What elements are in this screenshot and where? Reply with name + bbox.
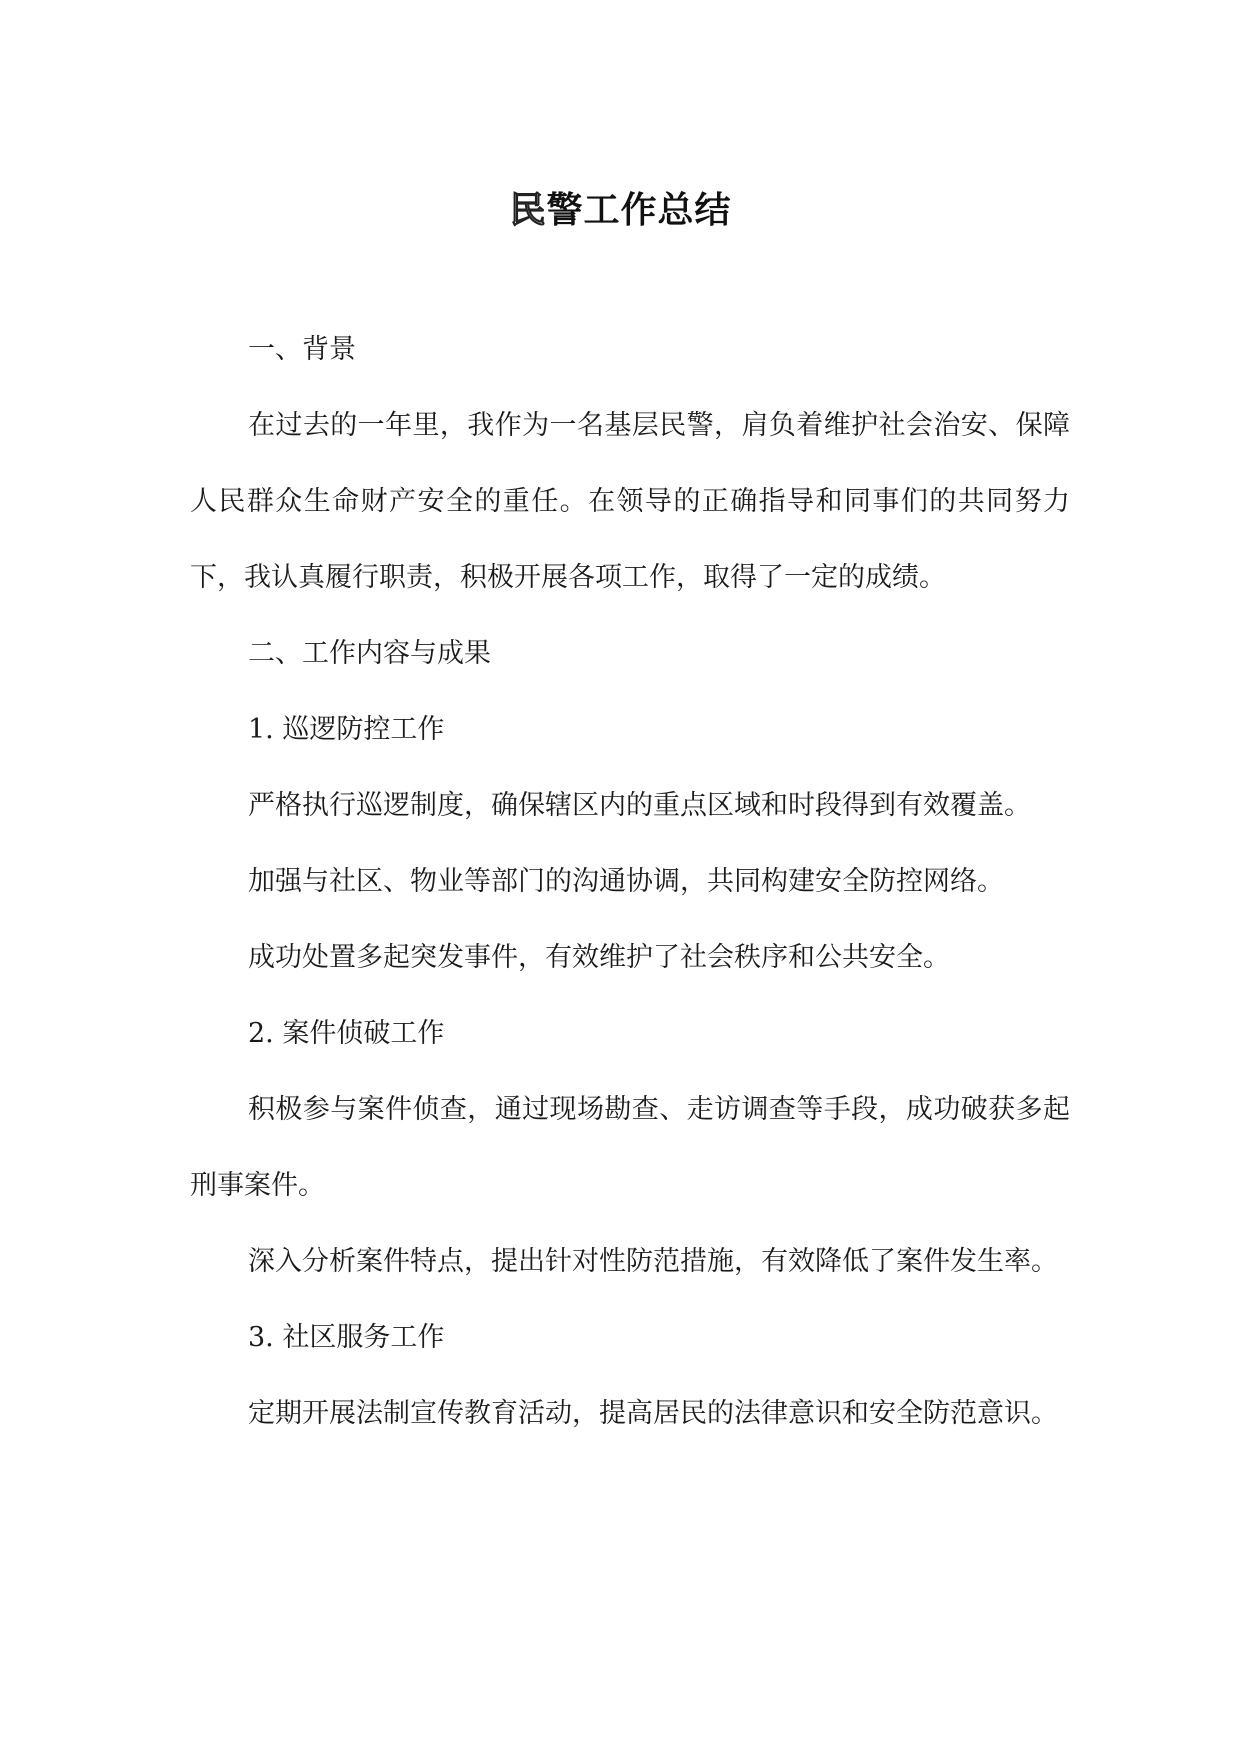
paragraph-patrol-1: 严格执行巡逻制度，确保辖区内的重点区域和时段得到有效覆盖。 bbox=[248, 790, 1031, 821]
paragraph-background: 在过去的一年里，我作为一名基层民警，肩负着维护社会治安、保障人民群众生命财产安全的重任。在领导的正确指导和同事们的共同努力下，我认真履行职责，积极开展各项工作，取得了一定的成绩。 bbox=[190, 410, 1070, 593]
title-rest: 警工作总结 bbox=[546, 190, 732, 231]
title-first-char: 民 bbox=[509, 190, 547, 231]
paragraph-patrol-2: 加强与社区、物业等部门的沟通协调，共同构建安全防控网络。 bbox=[248, 866, 1004, 897]
paragraph-cases-2: 深入分析案件特点，提出针对性防范措施，有效降低了案件发生率。 bbox=[248, 1246, 1058, 1277]
subheading-patrol: 1. 巡逻防控工作 bbox=[248, 714, 445, 745]
document-body bbox=[190, 312, 1070, 1452]
document-title bbox=[0, 182, 1241, 233]
subheading-community: 3. 社区服务工作 bbox=[248, 1322, 445, 1353]
section-heading-background: 一、背景 bbox=[248, 334, 356, 365]
paragraph-patrol-3: 成功处置多起突发事件，有效维护了社会秩序和公共安全。 bbox=[248, 942, 950, 973]
paragraph-community-1: 定期开展法制宣传教育活动，提高居民的法律意识和安全防范意识。 bbox=[248, 1398, 1058, 1429]
paragraph-cases-1: 积极参与案件侦查，通过现场勘查、走访调查等手段，成功破获多起刑事案件。 bbox=[190, 1094, 1070, 1201]
subheading-cases: 2. 案件侦破工作 bbox=[248, 1018, 445, 1049]
section-heading-work: 二、工作内容与成果 bbox=[248, 638, 491, 669]
